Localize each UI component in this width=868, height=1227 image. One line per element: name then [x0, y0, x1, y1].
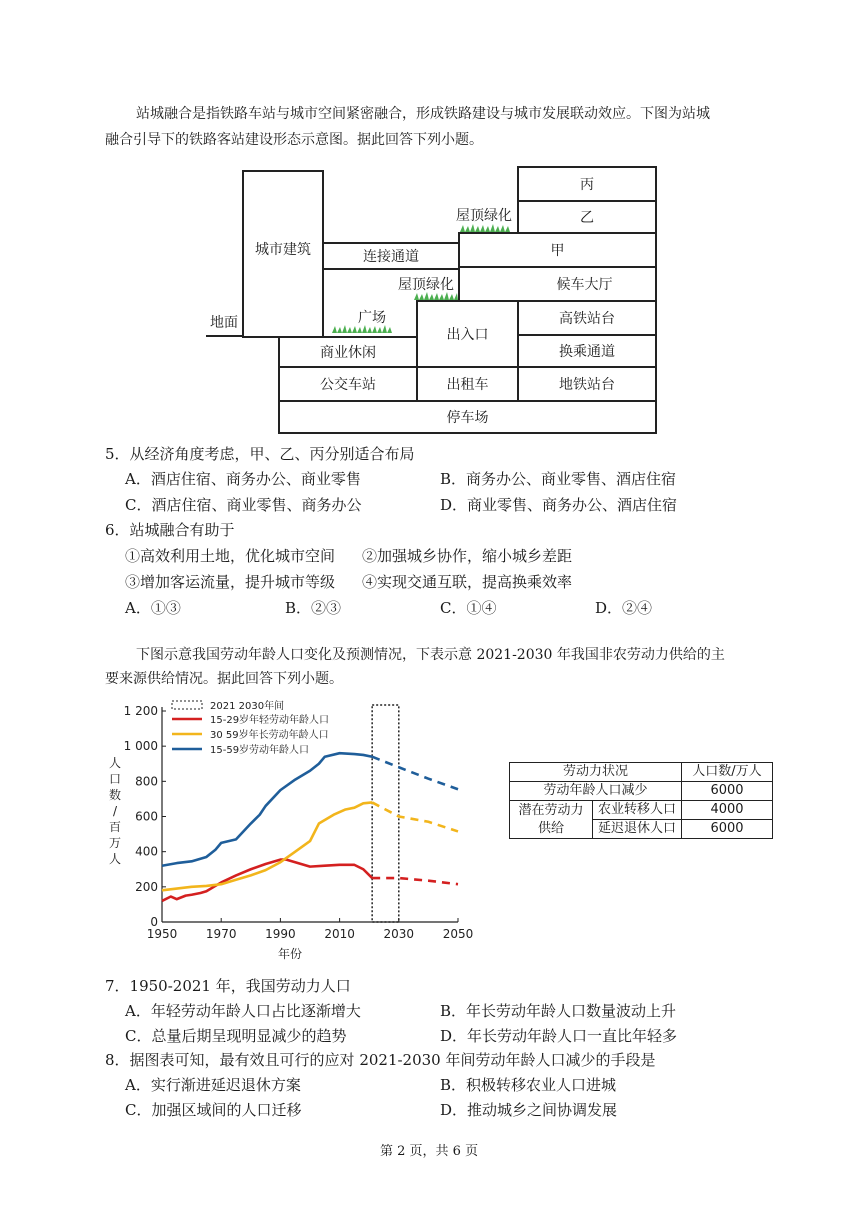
- yi-label: 乙: [580, 210, 594, 226]
- y-tick-label: 400: [135, 844, 158, 859]
- row-label: 延迟退休人口: [593, 820, 682, 839]
- legend-label: 15-29岁年轻劳动年龄人口: [210, 715, 330, 726]
- plaza-label: 广场: [358, 310, 386, 326]
- labor-population-chart: [100, 695, 480, 965]
- row-value: 6000: [682, 782, 773, 801]
- row-value: 6000: [682, 820, 773, 839]
- q6-option-d[interactable]: D．②④: [595, 599, 653, 617]
- transfer-label: 换乘通道: [559, 344, 615, 360]
- q6-item-3: ③增加客运流量，提升城市等级: [125, 573, 336, 591]
- grass-roof-2: [414, 292, 458, 300]
- metro-platform: [517, 366, 657, 402]
- table-header-row: [510, 763, 773, 782]
- series-projection-line: [372, 878, 458, 884]
- x-tick-label: 2030: [383, 927, 415, 941]
- grass-roof-1: [460, 224, 510, 232]
- q6-option-c[interactable]: C．①④: [440, 599, 497, 617]
- connecting-passage: [322, 242, 460, 270]
- series-line: [162, 753, 372, 866]
- q8-option-d[interactable]: D．推动城乡之间协调发展: [440, 1101, 618, 1119]
- y-tick-label: 800: [135, 774, 158, 789]
- entrance-label: 出入口: [446, 327, 489, 343]
- header-status: 劳动力状况: [510, 763, 682, 782]
- q6-item-2: ②加强城乡协作，缩小城乡差距: [362, 547, 573, 565]
- taxi-label: 出租车: [446, 377, 489, 393]
- q5-option-d[interactable]: D．商业零售、商务办公、酒店住宿: [440, 496, 678, 514]
- q5-option-b[interactable]: B．商务办公、商业零售、酒店住宿: [440, 470, 677, 488]
- hsr-label: 高铁站台: [559, 311, 615, 327]
- intro2-line-2: 要来源供给情况。据此回答下列小题。: [105, 671, 343, 687]
- y-axis-label-char: 人: [108, 756, 122, 770]
- x-tick-label: 1970: [205, 927, 237, 941]
- table-row: [510, 782, 773, 801]
- group-label: 潜在劳动力供给: [510, 801, 593, 839]
- y-tick-label: 1 000: [123, 739, 158, 754]
- q6-option-a[interactable]: A．①③: [125, 599, 181, 617]
- q5-stem: 5．从经济角度考虑，甲、乙、丙分别适合布局: [105, 445, 415, 463]
- q7-option-b[interactable]: B．年长劳动年龄人口数量波动上升: [440, 1002, 677, 1020]
- bing-label: 丙: [580, 177, 594, 193]
- commerce-label: 商业休闲: [320, 345, 376, 361]
- q8-option-c[interactable]: C．加强区域间的人口迁移: [125, 1101, 302, 1119]
- ground-label: 地面: [210, 315, 238, 331]
- series-projection-line: [372, 802, 458, 831]
- zone-bing: [517, 166, 657, 202]
- jia-label: 甲: [550, 243, 565, 259]
- waiting-hall: [458, 266, 657, 302]
- labor-supply-table: [509, 762, 773, 839]
- legend-highlight-swatch: [172, 701, 202, 709]
- q6-option-b[interactable]: B．②③: [285, 599, 342, 617]
- roof-green-label-1: 屋顶绿化: [456, 208, 512, 224]
- q6-item-4: ④实现交通互联，提高换乘效率: [362, 573, 573, 591]
- bus-station: [278, 366, 418, 402]
- zone-yi: [517, 200, 657, 234]
- x-tick-label: 2050: [442, 927, 474, 941]
- x-axis-label: 年份: [277, 947, 303, 961]
- entrance: [416, 300, 519, 368]
- intro-line-1: 站城融合是指铁路车站与城市空间紧密融合，形成铁路建设与城市发展联动效应。下图为站城: [136, 106, 710, 122]
- x-tick-label: 2010: [324, 927, 355, 941]
- table-row: [510, 801, 773, 820]
- q8-stem: 8．据图表可知，最有效且可行的应对 2021-2030 年间劳动年龄人口减少的手段是: [105, 1051, 656, 1069]
- row-label: 劳动年龄人口减少: [510, 782, 682, 801]
- q5-option-c[interactable]: C．酒店住宿、商业零售、商务办公: [125, 496, 362, 514]
- q7-option-d[interactable]: D．年长劳动年龄人口一直比年轻多: [440, 1027, 678, 1045]
- metro-label: 地铁站台: [559, 377, 615, 393]
- y-axis-label-char: 百: [108, 820, 122, 834]
- transfer-passage: [517, 334, 657, 368]
- station-diagram: [200, 162, 670, 442]
- q6-stem: 6．站城融合有助于: [105, 521, 235, 539]
- page-footer: 第 2 页，共 6 页: [380, 1144, 479, 1159]
- grass-plaza: [332, 325, 392, 333]
- series-projection-line: [372, 757, 458, 790]
- taxi: [416, 366, 519, 402]
- legend-highlight-label: 2021 2030年间: [210, 701, 285, 712]
- header-count: 人口数/万人: [682, 763, 773, 782]
- q7-option-a[interactable]: A．年轻劳动年龄人口占比逐渐增大: [125, 1002, 361, 1020]
- commerce: [278, 336, 418, 368]
- y-axis-label-char: 万: [108, 836, 122, 850]
- hall-label: 候车大厅: [556, 277, 613, 293]
- row-label: 农业转移人口: [593, 801, 682, 820]
- legend-label: 30 59岁年长劳动年龄人口: [210, 730, 329, 741]
- row-value: 4000: [682, 801, 773, 820]
- x-tick-label: 1990: [265, 927, 296, 941]
- highlight-range-box: [372, 705, 399, 922]
- y-tick-label: 200: [135, 879, 158, 894]
- y-tick-label: 1 200: [123, 704, 158, 718]
- q8-option-b[interactable]: B．积极转移农业人口进城: [440, 1076, 617, 1094]
- q6-item-1: ①高效利用土地，优化城市空间: [125, 547, 336, 565]
- x-tick-label: 1950: [146, 927, 178, 941]
- hsr-platform: [517, 300, 657, 336]
- q8-option-a[interactable]: A．实行渐进延迟退休方案: [125, 1076, 301, 1094]
- parking-label: 停车场: [446, 410, 489, 426]
- legend-label: 15-59岁劳动年龄人口: [210, 745, 310, 756]
- roof-green-label-2: 屋顶绿化: [398, 277, 454, 293]
- series-line: [162, 802, 372, 890]
- bus-label: 公交车站: [320, 377, 376, 393]
- q5-option-a[interactable]: A．酒店住宿、商务办公、商业零售: [125, 470, 361, 488]
- intro2-line-1: 下图示意我国劳动年龄人口变化及预测情况，下表示意 2021-2030 年我国非农劳动力供给的主: [136, 647, 725, 663]
- connect-label: 连接通道: [363, 249, 419, 265]
- y-tick-label: 600: [135, 809, 158, 824]
- y-axis-label-char: /: [112, 804, 118, 818]
- city-building: [242, 170, 324, 338]
- y-axis-label-char: 数: [108, 788, 122, 802]
- y-axis-label-char: 口: [108, 772, 122, 786]
- q7-option-c[interactable]: C．总量后期呈现明显减少的趋势: [125, 1027, 347, 1045]
- city-building-label: 城市建筑: [255, 242, 311, 258]
- intro-line-2: 融合引导下的铁路客站建设形态示意图。据此回答下列小题。: [105, 132, 483, 148]
- y-tick-label: 0: [150, 915, 158, 929]
- zone-jia: [458, 232, 657, 268]
- series-line: [162, 860, 372, 901]
- q7-stem: 7．1950-2021 年，我国劳动力人口: [105, 977, 351, 995]
- y-axis-label-char: 人: [108, 852, 122, 866]
- parking: [278, 400, 657, 434]
